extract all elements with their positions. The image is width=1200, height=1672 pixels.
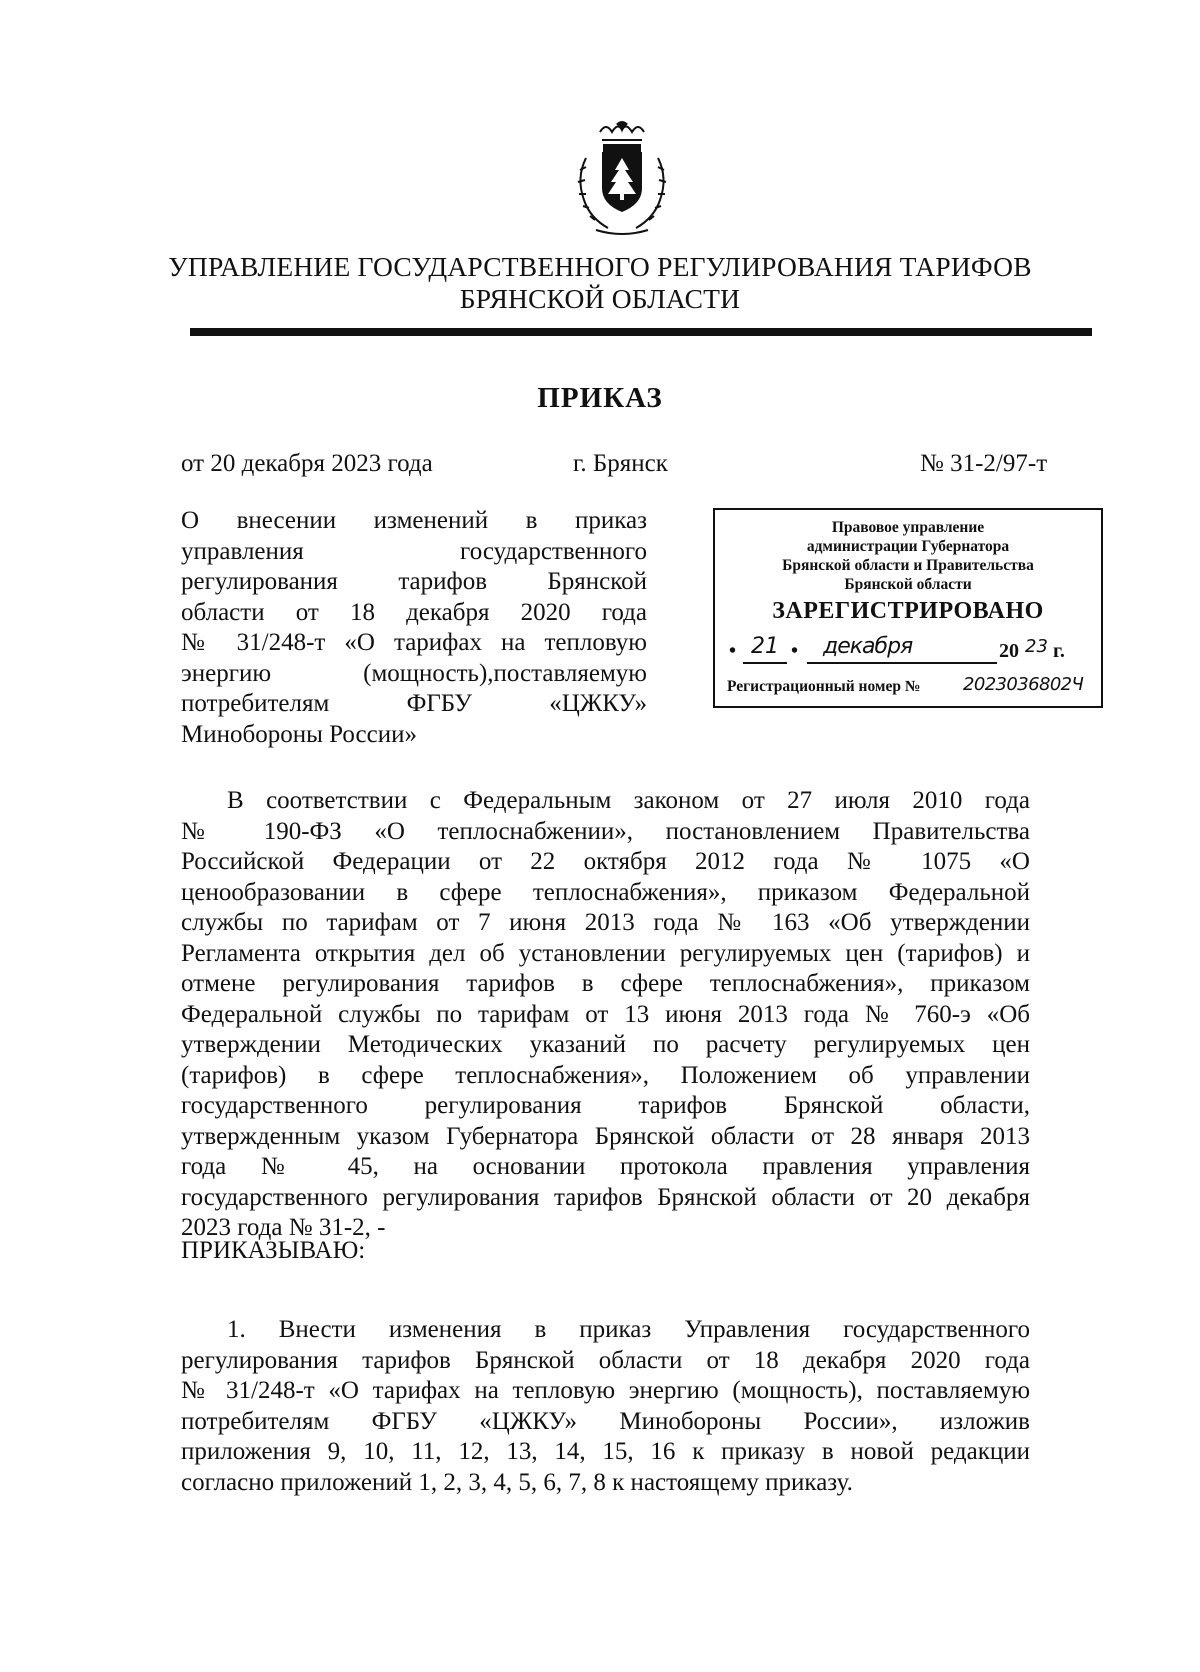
order-word xyxy=(181,1236,1030,1267)
stamp-line: администрации Губернатора xyxy=(806,538,1010,555)
body-line: службы по тарифам от 7 июня 2013 года № 163 «Об утверждении xyxy=(181,909,1030,936)
body-line: государственного регулирования тарифов Брянской области от 20 декабря xyxy=(181,1183,1030,1211)
stamp-registration-number xyxy=(727,674,1099,702)
stamp-year-prefix: 20 xyxy=(999,640,1019,662)
stamp-month: декабря xyxy=(823,634,913,659)
subject-line: О внесении изменений в приказ xyxy=(181,507,647,534)
stamp-registered-label: ЗАРЕГИСТРИРОВАНО xyxy=(772,598,1044,624)
body-line: утверждении Методических указаний по расчету регулируемых цен xyxy=(181,1031,1030,1058)
item-line: 1. Внести изменения в приказ Управления государственного xyxy=(227,1316,1030,1343)
stamp-date-line: • 21 • декабря 20 23 г. xyxy=(729,634,1065,662)
order-word-text: ПРИКАЗЫВАЮ: xyxy=(181,1237,366,1264)
order-item-1 xyxy=(181,1315,1030,1498)
body-line: утвержденным указом Губернатора Брянской области от 28 января 2013 xyxy=(181,1122,1030,1150)
agency-name-line2: БРЯНСКОЙ ОБЛАСТИ xyxy=(459,283,741,314)
subject-line: области от 18 декабря 2020 года xyxy=(181,598,647,626)
body-line: 2023 года № 31-2, - xyxy=(181,1214,386,1241)
order-subject xyxy=(181,506,647,750)
body-line: государственного регулирования тарифов Брянской области, xyxy=(181,1092,1030,1119)
item-line: регулирования тарифов Брянской области от 18 декабря 2020 года xyxy=(181,1346,1030,1374)
item-line: № 31/248-т «О тарифах на тепловую энергию (мощность), поставляемую xyxy=(181,1377,1030,1404)
stamp-year-letter: г. xyxy=(1053,640,1065,662)
body-line: Регламента открытия дел об установлении регулируемых цен (тарифов) и xyxy=(181,939,1030,967)
stamp-reg-number: 2023036802Ч xyxy=(963,674,1084,695)
subject-line: регулирования тарифов Брянской xyxy=(181,568,647,595)
document-title: ПРИКАЗ xyxy=(537,382,663,414)
stamp-line: Брянской области и Правительства xyxy=(782,557,1034,574)
item-line: приложения 9, 10, 11, 12, 13, 14, 15, 16 к приказу в новой редакции xyxy=(181,1438,1030,1465)
body-line: ценообразовании в сфере теплоснабжения», приказом Федеральной xyxy=(181,878,1030,906)
item-line: потребителям ФГБУ «ЦЖКУ» Минобороны России», изложив xyxy=(181,1407,1030,1435)
document-city: г. Брянск xyxy=(573,450,668,477)
header-divider xyxy=(190,328,1092,336)
stamp-line: Брянской области xyxy=(844,576,972,593)
brjansk-region-coat-of-arms-icon xyxy=(566,118,678,240)
document-date: от 20 декабря 2023 года xyxy=(181,450,433,477)
subject-line: № 31/248-т «О тарифах на тепловую xyxy=(181,629,647,656)
body-line: В соответствии с Федеральным законом от 27 июля 2010 года xyxy=(227,787,1030,814)
body-line: Российской Федерации от 22 октября 2012 года № 1075 «О xyxy=(181,848,1030,875)
stamp-year-suffix: 23 xyxy=(1025,636,1048,657)
subject-line: энергию (мощность),поставляемую xyxy=(181,659,647,687)
subject-line: управления государственного xyxy=(181,537,647,565)
body-line: Федеральной службы по тарифам от 13 июня 2013 года № 760-э «Об xyxy=(181,1000,1030,1028)
stamp-reg-label: Регистрационный номер № xyxy=(727,678,921,695)
body-line: отмене регулирования тарифов в сфере теплоснабжения», приказом xyxy=(181,970,1030,997)
preamble-paragraph xyxy=(181,786,1030,1244)
body-line: года № 45, на основании протокола правления управления xyxy=(181,1153,1030,1180)
body-line: (тарифов) в сфере теплоснабжения», Положением об управлении xyxy=(181,1061,1030,1089)
registration-stamp xyxy=(713,508,1103,708)
stamp-line: Правовое управление xyxy=(831,519,985,536)
item-line: согласно приложений 1, 2, 3, 4, 5, 6, 7, 8 к настоящему приказу. xyxy=(181,1468,853,1496)
subject-line: Минобороны России» xyxy=(181,720,417,748)
stamp-day: 21 xyxy=(751,634,779,659)
subject-line: потребителям ФГБУ «ЦЖКУ» xyxy=(181,690,647,717)
agency-name-line1: УПРАВЛЕНИЕ ГОСУДАРСТВЕННОГО РЕГУЛИРОВАНИЯ ТАРИФОВ xyxy=(168,251,1032,282)
body-line: № 190-ФЗ «О теплоснабжении», постановлением Правительства xyxy=(181,817,1030,845)
document-number: № 31-2/97-т xyxy=(920,450,1048,477)
